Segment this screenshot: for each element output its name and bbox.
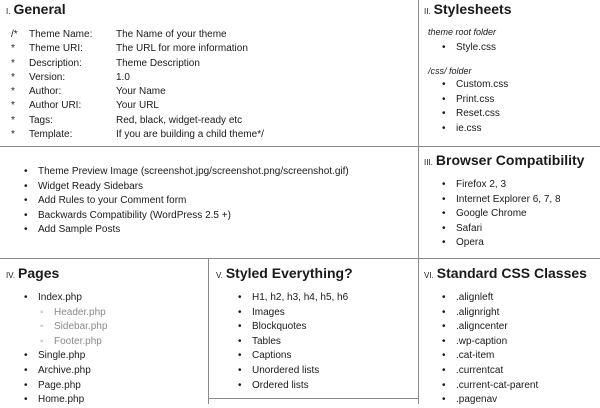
list-item: • Archive.php (18, 364, 107, 379)
meta-value: Your Name (116, 86, 166, 98)
divider-stylesheets (418, 146, 600, 147)
divider-browser (418, 258, 600, 259)
comment-marker: * (11, 129, 15, 141)
list-item: • .alignright (436, 306, 538, 321)
list-item: • Blockquotes (232, 320, 348, 335)
list-item: • Page.php (18, 379, 107, 394)
meta-key: Template: (29, 129, 73, 141)
section-number: V. (216, 271, 223, 280)
meta-value: Your URL (116, 100, 159, 112)
css-folder-label: /css/ folder (428, 66, 472, 76)
divider-general (0, 146, 418, 147)
list-item: • Firefox 2, 3 (436, 178, 561, 193)
meta-key: Author: (29, 86, 62, 98)
section-title-text: Styled Everything? (225, 265, 353, 281)
section-general-title (6, 1, 66, 20)
list-item: • Captions (232, 349, 348, 364)
meta-row-template (11, 128, 264, 142)
root-files-list (436, 41, 496, 56)
meta-row-description (11, 57, 264, 71)
section-number: II. (424, 7, 431, 16)
list-item: • Ordered lists (232, 379, 348, 394)
list-item: • Opera (436, 236, 561, 251)
list-subitem: ◦ Header.php (18, 306, 107, 321)
meta-row-tags (11, 114, 264, 128)
list-item: • .alignleft (436, 291, 538, 306)
meta-row-version (11, 71, 264, 85)
list-item: • .pagenav (436, 393, 538, 408)
list-item: • .cat-item (436, 349, 538, 364)
list-item: • Safari (436, 222, 561, 237)
list-item: • .aligncenter (436, 320, 538, 335)
comment-marker: * (11, 100, 15, 112)
list-item: • Images (232, 306, 348, 321)
list-item: • ie.css (436, 122, 508, 137)
css-classes-list (436, 291, 538, 408)
list-item: • Theme Preview Image (screenshot.jpg/screenshot.png/screenshot.gif) (18, 165, 349, 180)
meta-row-author (11, 85, 264, 99)
browser-list (436, 178, 561, 251)
divider-extras (0, 258, 418, 259)
comment-marker: * (11, 43, 15, 55)
pages-list (18, 291, 107, 408)
meta-key: Theme URI: (29, 43, 83, 55)
theme-root-folder-label: theme root folder (428, 27, 497, 37)
section-number: I. (6, 7, 11, 16)
list-subitem: ◦ Sidebar.php (18, 320, 107, 335)
meta-key: Description: (29, 57, 82, 69)
list-item: • .current-cat-parent (436, 379, 538, 394)
section-browser-title (424, 152, 584, 171)
list-item: • Style.css (436, 41, 496, 56)
comment-marker: /* (11, 29, 18, 40)
list-item: • Single.php (18, 349, 107, 364)
meta-key: Theme Name: (29, 29, 93, 40)
list-subitem: ◦ Footer.php (18, 335, 107, 350)
list-item: • Tables (232, 335, 348, 350)
list-item: • Widget Ready Sidebars (18, 180, 349, 195)
section-number: IV. (6, 271, 16, 280)
list-item: • Unordered lists (232, 364, 348, 379)
css-files-list (436, 78, 508, 136)
meta-value: If you are building a child theme*/ (116, 129, 264, 141)
section-title-text: Standard CSS Classes (436, 265, 587, 281)
section-title-text: General (13, 1, 66, 17)
list-item: • Add Sample Posts (18, 223, 349, 238)
list-item: • Custom.css (436, 78, 508, 93)
section-stylesheets-title (424, 1, 512, 20)
comment-marker: * (11, 57, 15, 69)
meta-value: Red, black, widget-ready etc (116, 114, 243, 126)
meta-value: 1.0 (116, 71, 130, 83)
divider-pages-styled (208, 258, 209, 404)
divider-styled-bottom (208, 398, 418, 399)
theme-header-table (11, 28, 264, 142)
list-item: • Home.php (18, 393, 107, 408)
comment-marker: * (11, 71, 15, 83)
meta-value: The URL for more information (116, 43, 248, 55)
section-title-text: Browser Compatibility (435, 152, 585, 168)
list-item: • Backwards Compatibility (WordPress 2.5 +) (18, 209, 349, 224)
list-item: • Index.php (18, 291, 107, 306)
list-item: • .wp-caption (436, 335, 538, 350)
section-title-text: Pages (18, 265, 60, 281)
divider-vertical-main (418, 0, 419, 404)
list-item: • Print.css (436, 93, 508, 108)
meta-key: Version: (29, 71, 66, 83)
section-title-text: Stylesheets (433, 1, 512, 17)
list-item: • Add Rules to your Comment form (18, 194, 349, 209)
list-item: • Internet Explorer 6, 7, 8 (436, 193, 561, 208)
meta-value: The Name of your theme (116, 29, 227, 40)
comment-marker: * (11, 114, 15, 126)
section-number: III. (424, 158, 433, 167)
section-css-classes-title (424, 265, 587, 284)
meta-key: Author URI: (29, 100, 82, 112)
list-item: • Reset.css (436, 107, 508, 122)
general-extras-list (18, 165, 349, 238)
meta-value: Theme Description (116, 57, 200, 69)
meta-key: Tags: (29, 114, 53, 126)
comment-marker: * (11, 86, 15, 98)
meta-row-theme-name (11, 28, 264, 42)
list-item: • .currentcat (436, 364, 538, 379)
meta-row-theme-uri (11, 42, 264, 56)
section-pages-title (6, 265, 59, 284)
list-item: • Google Chrome (436, 207, 561, 222)
styled-list (232, 291, 348, 393)
section-styled-title (216, 265, 353, 284)
section-number: VI. (424, 271, 434, 280)
meta-row-author-uri (11, 99, 264, 113)
list-item: • H1, h2, h3, h4, h5, h6 (232, 291, 348, 306)
